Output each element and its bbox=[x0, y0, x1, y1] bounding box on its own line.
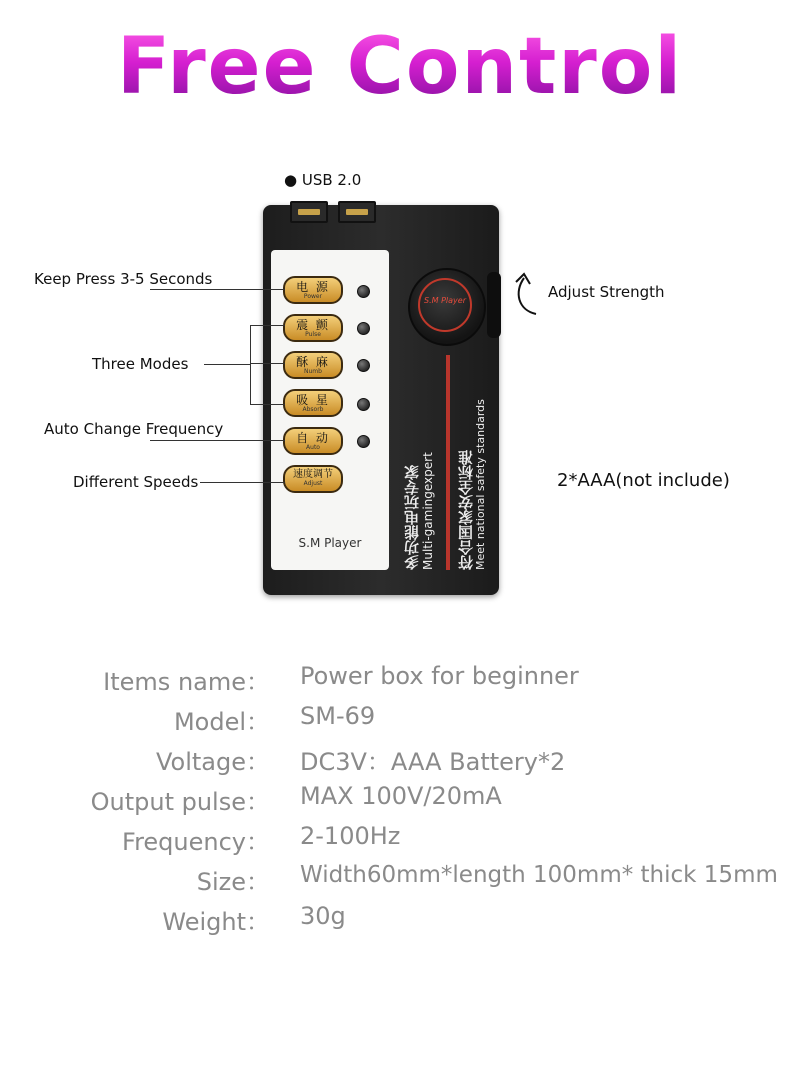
spec-label-frequency: Frequency： bbox=[122, 828, 270, 856]
spec-value-voltage: DC3V：AAA Battery*2 bbox=[300, 748, 566, 776]
battery-callout: 2*AAA(not include) bbox=[557, 470, 730, 491]
vertical-text-zh-2: 符合国家安全标准 bbox=[457, 450, 475, 570]
button-label-en: Numb bbox=[304, 368, 322, 375]
bullet-icon: ● bbox=[284, 171, 298, 189]
auto-button[interactable] bbox=[283, 427, 343, 455]
vertical-text-en-2: Meet national safety standards bbox=[474, 399, 487, 570]
button-label-en: Adjust bbox=[303, 480, 323, 487]
three-modes-tick-1 bbox=[250, 325, 285, 326]
absorb-button[interactable] bbox=[283, 389, 343, 417]
speeds-callout: Different Speeds bbox=[73, 473, 199, 491]
usb-port-left bbox=[290, 201, 328, 223]
spec-value-output-pulse: MAX 100V/20mA bbox=[300, 782, 502, 810]
spec-value-items-name: Power box for beginner bbox=[300, 662, 579, 690]
auto-change-leader bbox=[150, 440, 285, 441]
adjust-speed-button[interactable] bbox=[283, 465, 343, 493]
button-label-zh: 吸 星 bbox=[296, 393, 330, 407]
auto-change-callout: Auto Change Frequency bbox=[44, 420, 224, 438]
three-modes-callout: Three Modes bbox=[92, 355, 189, 373]
curved-arrow-icon bbox=[506, 270, 542, 320]
pulse-led bbox=[357, 322, 370, 335]
spec-label-voltage: Voltage： bbox=[155, 748, 270, 776]
page-title: Free Control bbox=[0, 22, 800, 112]
spec-value-size: Width60mm*length 100mm* thick 15mm bbox=[300, 862, 778, 888]
numb-led bbox=[357, 359, 370, 372]
brand-label: S.M Player bbox=[298, 536, 362, 550]
spec-label-model: Model： bbox=[173, 708, 270, 736]
absorb-led bbox=[357, 398, 370, 411]
knob-label: S.M Player bbox=[424, 296, 466, 305]
spec-label-output-pulse: Output pulse： bbox=[90, 788, 270, 816]
three-modes-leader bbox=[204, 364, 250, 365]
vertical-text-zh-1: 多功能电玩专家 bbox=[403, 465, 421, 570]
button-label-zh: 电 源 bbox=[296, 280, 330, 294]
usb-port-right bbox=[338, 201, 376, 223]
knob-ring bbox=[418, 278, 472, 332]
three-modes-tick-3 bbox=[250, 404, 285, 405]
vertical-text-en-1: Multi-gamingexpert bbox=[421, 452, 435, 570]
button-label-en: Auto bbox=[306, 444, 320, 451]
usb-callout bbox=[284, 171, 361, 189]
usb-label: USB 2.0 bbox=[301, 171, 362, 189]
spec-value-frequency: 2-100Hz bbox=[300, 822, 401, 850]
button-label-en: Pulse bbox=[305, 331, 321, 338]
adjust-strength-callout: Adjust Strength bbox=[548, 283, 665, 301]
pulse-button[interactable] bbox=[283, 314, 343, 342]
keep-press-callout: Keep Press 3-5 Seconds bbox=[34, 270, 213, 288]
strength-wheel[interactable] bbox=[487, 272, 501, 338]
three-modes-tick-2 bbox=[250, 363, 285, 364]
keep-press-leader bbox=[150, 289, 285, 290]
spec-value-weight: 30g bbox=[300, 902, 346, 930]
speeds-leader bbox=[200, 482, 285, 483]
button-label-zh: 速度调节 bbox=[293, 469, 333, 480]
button-label-en: Power bbox=[303, 293, 323, 300]
spec-value-model: SM-69 bbox=[300, 702, 376, 730]
accent-stripe bbox=[446, 355, 450, 570]
power-button[interactable] bbox=[283, 276, 343, 304]
button-label-en: Absorb bbox=[302, 406, 324, 413]
button-label-zh: 震 颤 bbox=[296, 318, 330, 332]
three-modes-bracket bbox=[250, 325, 251, 405]
spec-label-items-name: Items name： bbox=[103, 668, 270, 696]
spec-label-size: Size： bbox=[196, 868, 270, 896]
numb-button[interactable] bbox=[283, 351, 343, 379]
power-led bbox=[357, 285, 370, 298]
button-label-zh: 自 动 bbox=[296, 431, 330, 445]
spec-label-weight: Weight： bbox=[162, 908, 270, 936]
auto-led bbox=[357, 435, 370, 448]
button-label-zh: 酥 麻 bbox=[296, 355, 330, 369]
